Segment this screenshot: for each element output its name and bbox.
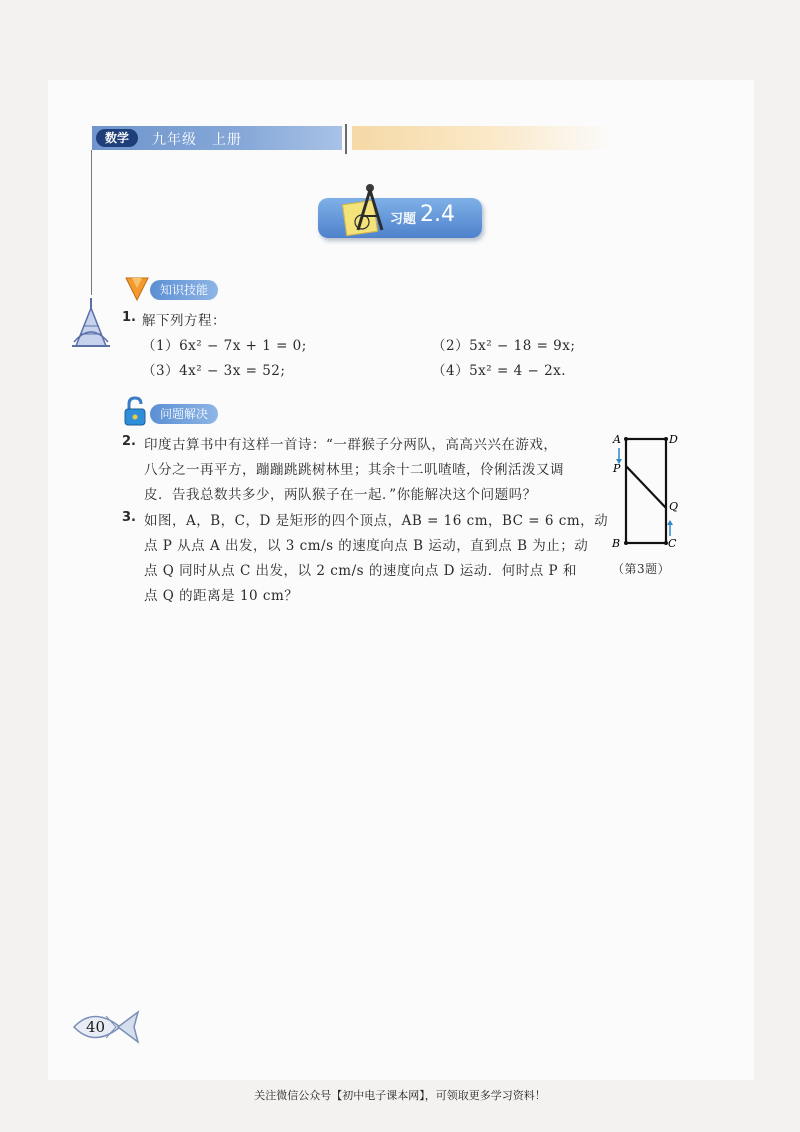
exercise-number: 2.4 [420, 202, 455, 227]
problem-3-number: 3. [122, 510, 136, 525]
equation: 4x² − 3x = 52; [179, 363, 286, 379]
problem-1-item-3 [142, 359, 285, 379]
equation: 5x² = 4 − 2x. [469, 363, 567, 379]
header-title: 九年级 上册 [152, 132, 242, 148]
item-label: （3） [142, 363, 180, 379]
item-label: （2） [432, 338, 470, 354]
rectangle-abcd [626, 439, 666, 543]
problem-2-number: 2. [122, 434, 136, 449]
equation: 6x² − 7x + 1 = 0; [179, 338, 307, 354]
label-a: A [613, 433, 621, 446]
section-problems: 问题解决 [150, 404, 218, 424]
fish-icon [70, 1004, 142, 1050]
header-decoration [352, 126, 612, 150]
footer-note: 关注微信公众号【初中电子课本网】，可领取更多学习资料！ [254, 1089, 546, 1102]
figure-caption: （第3题） [612, 562, 671, 576]
problem-3-line-4: 点 Q 的距离是 10 cm？ [144, 588, 299, 604]
tower-icon [70, 296, 112, 350]
page-number: 40 [86, 1018, 106, 1036]
label-p: P [613, 462, 621, 475]
label-q: Q [669, 500, 679, 513]
compass-icon [352, 182, 388, 234]
label-b: B [612, 537, 621, 550]
problem-2-line-2: 八分之一再平方，蹦蹦跳跳树林里；其余十二叽喳喳，伶俐活泼又调 [144, 462, 564, 478]
segment-pq [626, 466, 666, 508]
problem-1-number: 1. [122, 310, 136, 325]
problem-2-line-3: 皮．告我总数共多少，两队猴子在一起．”你能解决这个问题吗？ [144, 487, 537, 503]
equation: 5x² − 18 = 9x; [469, 338, 576, 354]
problem-3-line-3: 点 Q 同时从点 C 出发，以 2 cm/s 的速度向点 D 运动．何时点 P 和 [144, 563, 577, 579]
problem-2-line-1: 印度古算书中有这样一首诗：“一群猴子分两队，高高兴兴在游戏， [144, 437, 558, 453]
header-divider [345, 124, 347, 154]
pencil-icon [122, 274, 152, 302]
exercise-label: 习题 [390, 212, 417, 227]
problem-1-item-4 [432, 359, 566, 379]
problem-1-item-2 [432, 334, 575, 354]
problem-3-line-2: 点 P 从点 A 出发，以 3 cm/s 的速度向点 B 运动，直到点 B 为止；动 [144, 538, 589, 554]
label-d: D [669, 433, 678, 446]
lock-icon [120, 396, 150, 428]
subject-badge: 数学 [96, 129, 138, 147]
label-c: C [668, 537, 677, 550]
problem-3-line-1: 如图，A，B，C，D 是矩形的四个顶点，AB = 16 cm，BC = 6 cm，动 [144, 513, 609, 529]
problem-1-intro: 解下列方程： [142, 313, 226, 329]
item-label: （4） [432, 363, 470, 379]
problem-1-item-1 [142, 334, 307, 354]
margin-line [91, 150, 92, 295]
item-label: （1） [142, 338, 180, 354]
section-skills: 知识技能 [150, 280, 218, 300]
rectangle-figure [600, 428, 690, 558]
